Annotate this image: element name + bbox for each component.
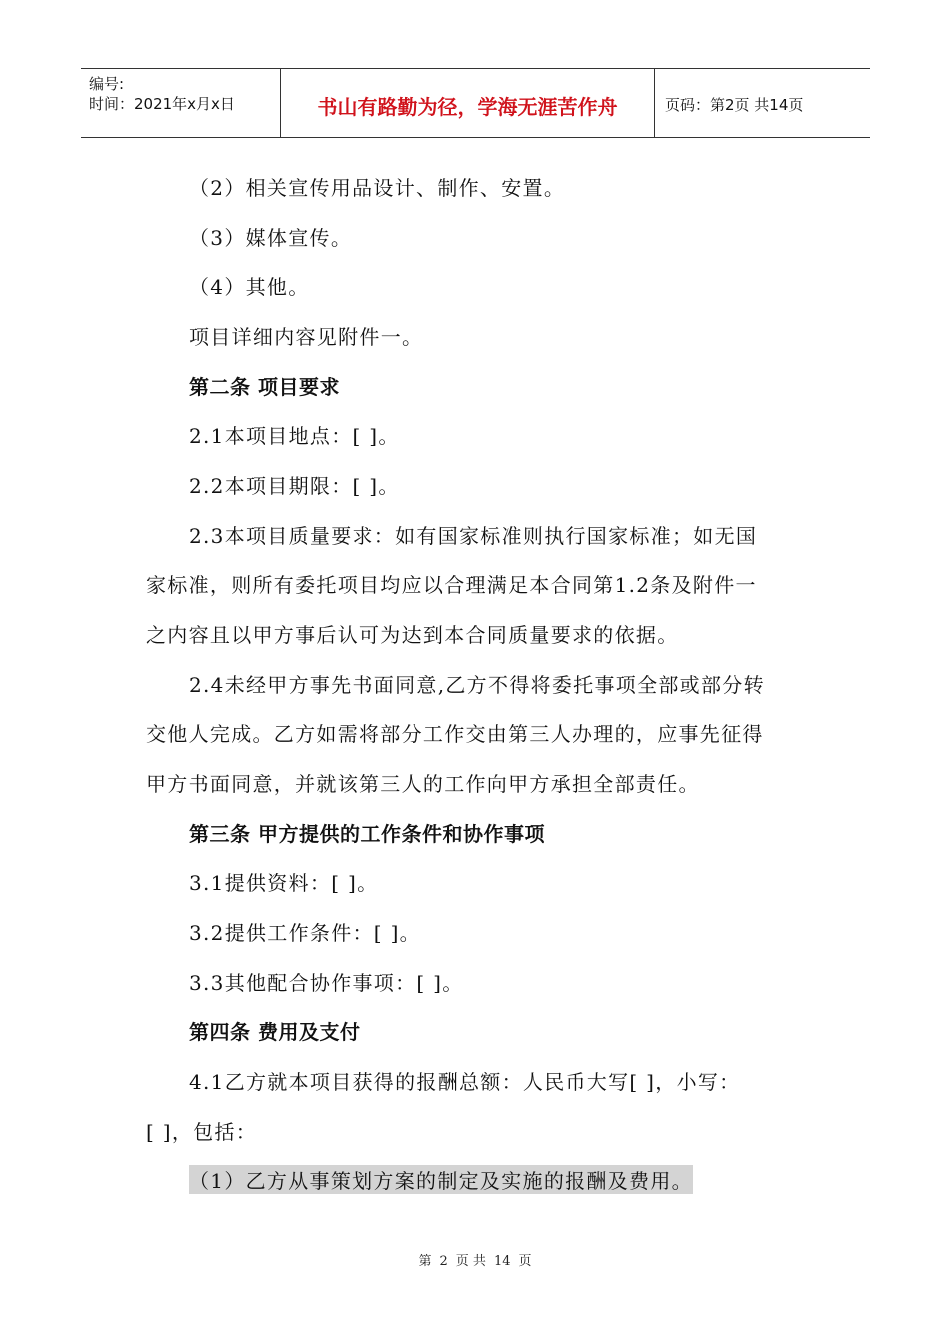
- paragraph-line: 家标准，则所有委托项目均应以合理满足本合同第1.2条及附件一: [146, 573, 757, 597]
- paragraph-line: 交他人完成。乙方如需将部分工作交由第三人办理的，应事先征得: [146, 722, 764, 746]
- paragraph-line: （3）媒体宣传。: [189, 226, 353, 250]
- paragraph-line: 甲方书面同意，并就该第三人的工作向甲方承担全部责任。: [146, 772, 700, 796]
- paragraph-line: 2.3本项目质量要求：如有国家标准则执行国家标准；如无国: [189, 524, 758, 548]
- header-meta-cell: [81, 69, 281, 137]
- section-heading: 第三条 甲方提供的工作条件和协作事项: [189, 822, 545, 846]
- header-motto-cell: [281, 69, 655, 137]
- paragraph-line: 之内容且以甲方事后认可为达到本合同质量要求的依据。: [146, 623, 679, 647]
- footer-mid: 页 共: [455, 1254, 486, 1269]
- paragraph-line: 3.3其他配合协作事项：[ ]。: [189, 971, 464, 995]
- section-heading: 第四条 费用及支付: [189, 1020, 361, 1044]
- paragraph-line: 2.2本项目期限：[ ]。: [189, 474, 400, 498]
- header-page-cell: [655, 69, 870, 137]
- paragraph-line: 3.2提供工作条件：[ ]。: [189, 921, 421, 945]
- footer-page-number: 2: [439, 1254, 448, 1269]
- paragraph-line: [ ]，包括：: [146, 1120, 258, 1144]
- paragraph-line: （4）其他。: [189, 275, 310, 299]
- paragraph-line: 项目详细内容见附件一。: [189, 325, 424, 349]
- highlighted-paragraph-line: （1）乙方从事策划方案的制定及实施的报酬及费用。: [189, 1165, 693, 1194]
- header-page-info: 页码：第2页 共14页: [665, 96, 804, 114]
- paragraph-line: 4.1乙方就本项目获得的报酬总额：人民币大写[ ]，小写：: [189, 1070, 741, 1094]
- footer-prefix: 第: [418, 1254, 432, 1269]
- section-heading: 第二条 项目要求: [189, 375, 340, 399]
- header-motto: 书山有路勤为径，学海无涯苦作舟: [317, 95, 618, 119]
- page-header: [81, 68, 870, 138]
- paragraph-line: 2.4未经甲方事先书面同意,乙方不得将委托事项全部或部分转: [189, 673, 765, 697]
- page-footer: [0, 1250, 950, 1269]
- document-date-label: 时间：2021年x月x日: [89, 95, 235, 113]
- footer-total-pages: 14: [493, 1254, 511, 1269]
- paragraph-line: （2）相关宣传用品设计、制作、安置。: [189, 176, 566, 200]
- paragraph-line: 3.1提供资料：[ ]。: [189, 871, 379, 895]
- footer-suffix: 页: [518, 1254, 532, 1269]
- document-number-label: 编号:: [89, 75, 125, 93]
- paragraph-line: 2.1本项目地点：[ ]。: [189, 424, 400, 448]
